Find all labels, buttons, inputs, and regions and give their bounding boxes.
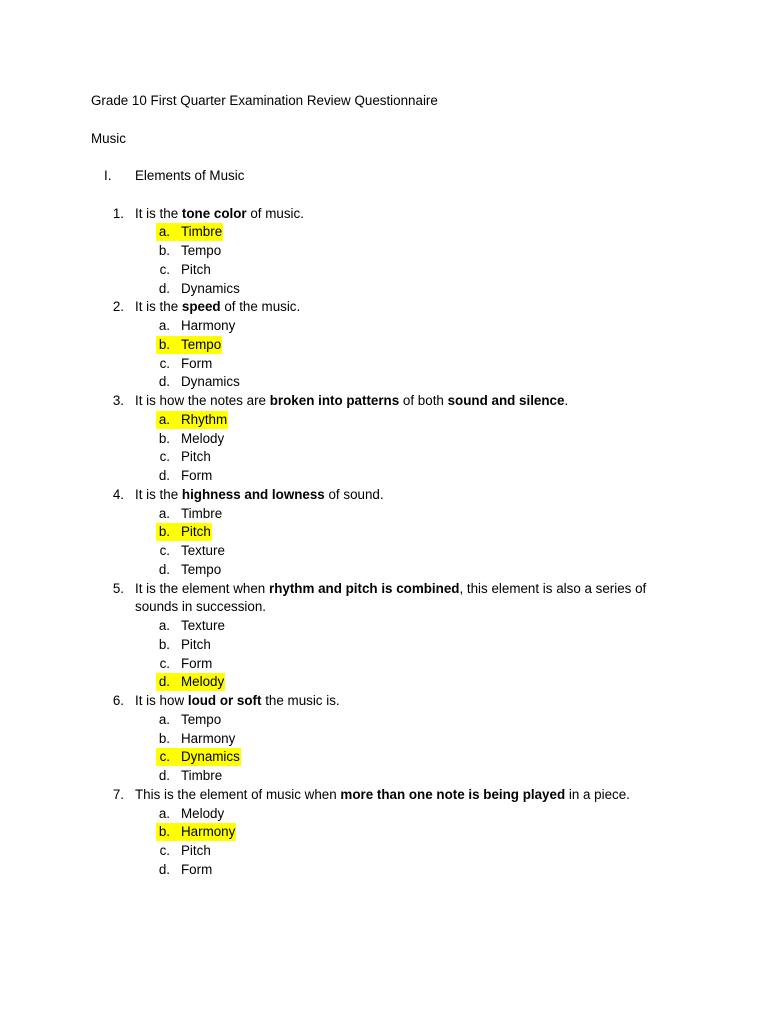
choice-text: Tempo (181, 711, 222, 727)
choice-item (156, 242, 221, 260)
choice-item (156, 861, 212, 879)
choice-text: Rhythm (181, 411, 228, 427)
choice-text: Form (181, 861, 213, 877)
choice-text: Texture (181, 543, 225, 558)
choice-letter: d. (158, 374, 170, 390)
keyword-bold: speed (181, 299, 221, 315)
keyword-bold: tone color (181, 205, 247, 221)
question-text (135, 786, 630, 804)
choice-item (156, 373, 240, 391)
choice-item (156, 617, 225, 635)
section-numeral: I. (104, 168, 112, 183)
question-text-part: It is the (135, 205, 182, 221)
choice-letter: d. (158, 561, 170, 577)
question-text (135, 580, 646, 598)
choice-text: Melody (181, 805, 225, 821)
choice-letter: c. (159, 749, 170, 765)
choice-text: Harmony (181, 318, 236, 333)
choice-item (156, 805, 224, 823)
document-title: Grade 10 First Quarter Examination Review Questionnaire (91, 93, 438, 108)
choice-letter: d. (158, 468, 170, 483)
question-text (135, 392, 568, 410)
choice-item (156, 655, 212, 673)
choice-letter: c. (159, 261, 170, 277)
choice-letter: c. (159, 355, 170, 371)
choice-item (156, 261, 211, 279)
choice-item (156, 711, 221, 729)
choice-letter: d. (158, 674, 170, 690)
question-text (135, 486, 384, 504)
choice-letter: a. (158, 318, 170, 333)
choice-text: Harmony (181, 824, 236, 840)
choice-text: Pitch (181, 524, 211, 540)
choice-letter: a. (158, 505, 170, 521)
choice-letter: a. (158, 224, 170, 240)
choice-letter: a. (158, 618, 170, 633)
section-title: Elements of Music (135, 168, 245, 183)
choice-item (156, 767, 222, 785)
choice-text: Dynamics (181, 374, 240, 390)
choice-letter: c. (159, 655, 170, 671)
choice-text: Timbre (181, 505, 223, 521)
choice-letter: d. (158, 280, 170, 296)
question-number: 2. (112, 299, 124, 315)
answer-choice-highlighted (156, 523, 212, 541)
answer-choice-highlighted (156, 748, 241, 766)
question-text-part: of both (399, 393, 448, 408)
choice-letter: b. (158, 430, 170, 446)
keyword-bold: loud or soft (187, 693, 262, 708)
question-text-part: of sound. (324, 486, 384, 502)
subject-heading: Music (91, 131, 126, 146)
choice-letter: b. (158, 243, 170, 258)
question-text-part: in a piece. (565, 786, 630, 802)
choice-text: Tempo (181, 336, 222, 352)
answer-choice-highlighted (156, 223, 223, 241)
choice-text: Texture (181, 618, 225, 633)
question-text (135, 692, 340, 710)
choice-item (156, 730, 235, 748)
choice-text: Pitch (181, 636, 211, 652)
choice-text: Timbre (181, 224, 223, 240)
question-number: 5. (112, 580, 124, 596)
choice-text: Dynamics (181, 749, 240, 765)
choice-letter: b. (158, 524, 170, 540)
choice-item (156, 280, 240, 298)
choice-text: Melody (181, 674, 225, 690)
question-number: 4. (112, 486, 124, 502)
choice-letter: a. (158, 805, 170, 821)
choice-letter: c. (159, 843, 170, 858)
choice-item (156, 561, 221, 579)
choice-letter: b. (158, 336, 170, 352)
choice-item (156, 430, 224, 448)
choice-text: Tempo (181, 243, 222, 258)
choice-text: Melody (181, 430, 225, 446)
answer-choice-highlighted (156, 336, 222, 354)
choice-letter: d. (158, 861, 170, 877)
choice-text: Form (181, 468, 213, 483)
choice-text: Pitch (181, 843, 211, 858)
choice-item (156, 467, 212, 485)
choice-letter: b. (158, 824, 170, 840)
keyword-bold: more than one note is being played (340, 786, 566, 802)
question-text-continuation: sounds in succession. (135, 599, 267, 615)
choice-item (156, 505, 222, 523)
answer-choice-highlighted (156, 411, 228, 429)
keyword-bold: sound and silence (447, 393, 565, 408)
choice-letter: b. (158, 730, 170, 746)
choice-text: Timbre (181, 768, 223, 783)
question-number: 6. (112, 693, 124, 708)
keyword-bold: broken into patterns (269, 393, 400, 408)
question-number: 7. (112, 786, 124, 802)
question-number: 1. (112, 205, 124, 221)
choice-item (156, 448, 211, 466)
question-text-part: It is the (135, 486, 182, 502)
keyword-bold: rhythm and pitch is combined (268, 580, 460, 596)
choice-text: Form (181, 355, 213, 371)
answer-choice-highlighted (156, 823, 236, 841)
question-text-part: It is the element when (135, 580, 269, 596)
question-number: 3. (112, 393, 124, 408)
choice-letter: c. (159, 449, 170, 465)
choice-item (156, 636, 211, 654)
choice-letter: d. (158, 768, 170, 783)
choice-letter: a. (158, 411, 170, 427)
choice-text: Dynamics (181, 280, 240, 296)
question-text-part: It is the (135, 299, 182, 315)
choice-text: Harmony (181, 730, 236, 746)
choice-text: Pitch (181, 449, 211, 465)
question-text-part: It is how the notes are (135, 393, 270, 408)
question-text-part: of music. (246, 205, 304, 221)
choice-item (156, 317, 235, 335)
choice-letter: b. (158, 636, 170, 652)
choice-letter: a. (158, 711, 170, 727)
choice-text: Form (181, 655, 213, 671)
choice-letter: c. (159, 543, 170, 558)
question-text-part: This is the element of music when (135, 786, 341, 802)
question-text-part: . (564, 393, 569, 408)
question-text-part: of the music. (220, 299, 301, 315)
question-text-part: , this element is also a series of (459, 580, 647, 596)
answer-choice-highlighted (156, 673, 225, 691)
question-text-part: It is how (135, 693, 188, 708)
choice-item (156, 842, 211, 860)
question-text (135, 205, 304, 223)
keyword-bold: highness and lowness (181, 486, 325, 502)
question-text (135, 298, 300, 316)
choice-item (156, 355, 212, 373)
question-text-part: the music is. (261, 693, 340, 708)
choice-item (156, 542, 225, 560)
choice-text: Pitch (181, 261, 211, 277)
choice-text: Tempo (181, 561, 222, 577)
